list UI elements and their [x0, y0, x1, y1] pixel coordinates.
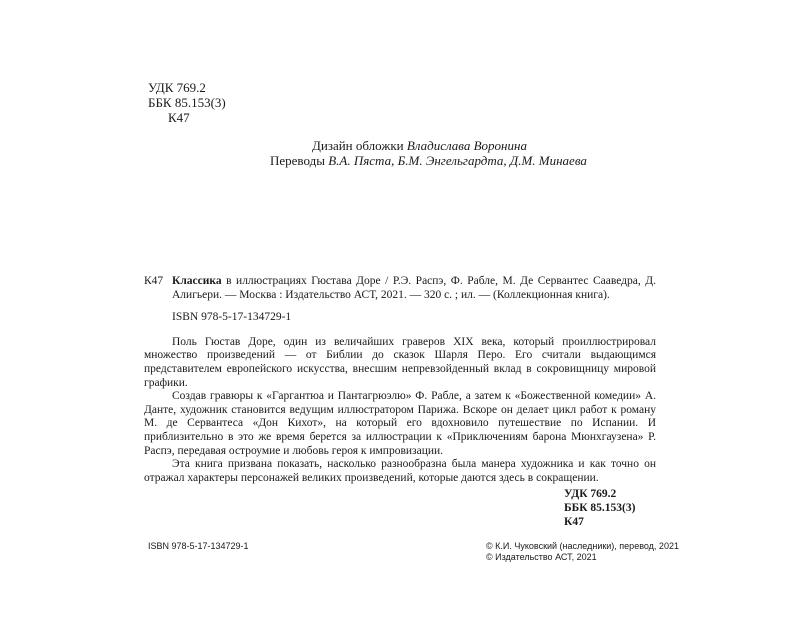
footer-isbn: ISBN 978-5-17-134729-1: [148, 541, 249, 551]
catalog-card: [144, 275, 656, 529]
copyright-block: [486, 541, 679, 563]
entry-description: в иллюстрациях Гюстава Доре / Р.Э. Распэ, Ф. Рабле, М. Де Сервантес Сааведра, Д. Алигьери. — Москва : Издательство АСТ, 2021. — 320 с. ; ил. — (Коллекционная книга).: [172, 275, 656, 301]
bottom-udk-code: УДК 769.2: [564, 488, 617, 501]
translations-credit: [270, 153, 587, 168]
bbk-code: ББК 85.153(3): [148, 95, 226, 110]
udk-code: УДК 769.2: [148, 80, 206, 95]
entry-author-mark: К47: [144, 275, 164, 287]
credits-block: [270, 138, 587, 168]
catalog-isbn: ISBN 978-5-17-134729-1: [172, 311, 292, 324]
translators-names: В.А. Пяста, Б.М. Энгельгардта, Д.М. Минаева: [328, 153, 587, 168]
annotation-paragraph: Эта книга призвана показать, насколько разнообразна была манера художника и как точно он отражал характеры персонажей великих произведений, которые даются здесь в сокращении.: [144, 458, 656, 484]
cover-design-prefix: Дизайн обложки: [312, 138, 407, 153]
top-classification-codes: [148, 80, 226, 125]
bibliographic-entry: [144, 275, 656, 302]
copyright-translation: © К.И. Чуковский (наследники), перевод, 2021: [486, 541, 679, 551]
author-mark: К47: [168, 110, 190, 125]
cover-design-credit: [270, 138, 587, 153]
annotation: [144, 336, 656, 486]
translations-prefix: Переводы: [270, 153, 329, 168]
annotation-paragraph: Поль Гюстав Доре, один из величайших граверов XIX века, который проиллюстрировал множество произведений — от Библии до сказок Шарля Перо. Его считали выдающимся представителем европейского искусства, внесшим непревзойденный вклад в сокровищницу мировой графики.: [144, 335, 656, 389]
bottom-bbk-code: ББК 85.153(3) К47: [564, 502, 636, 529]
annotation-paragraph: Создав гравюры к «Гаргантюа и Пантагрюэлю» Ф. Рабле, а затем к «Божественной комедии» А. Данте, художник становится ведущим иллюстратором Парижа. Вскоре он делает цикл работ к роману М. де Сервантеса «Дон Кихот», на который его вдохновило путешествие по Испании. И приблизительно в это же время берется за иллюстрации к «Приключениям барона Мюнхгаузена» Р. Распэ, передавая остроумие и любовь героя к импровизации.: [144, 390, 656, 457]
book-title: Классика: [172, 275, 222, 287]
copyright-publisher: © Издательство АСТ, 2021: [486, 552, 597, 562]
cover-designer-name: Владислава Воронина: [406, 138, 527, 153]
bottom-classification-codes: [564, 487, 656, 529]
